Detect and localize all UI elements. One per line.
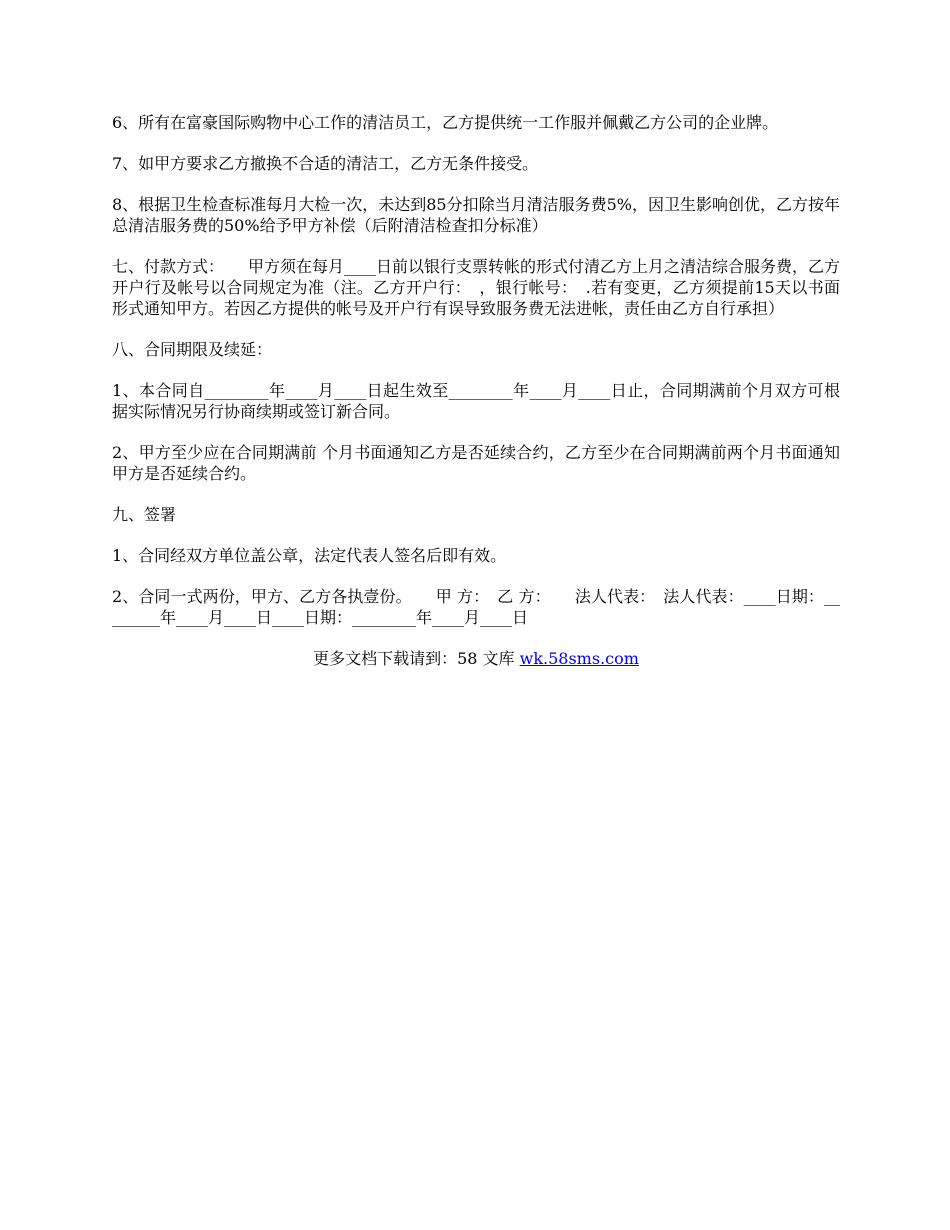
- download-footer: [112, 648, 840, 669]
- document-page: [112, 112, 840, 669]
- section-8-heading: 八、合同期限及续延：: [112, 340, 273, 359]
- footer-text: 更多文档下载请到：58 文库: [313, 649, 520, 668]
- clause-7-replacement: 7、如甲方要求乙方撤换不合适的清洁工，乙方无条件接受。: [112, 154, 539, 173]
- footer-link[interactable]: wk.58sms.com: [519, 649, 639, 668]
- clause-6-uniform: 6、所有在富豪国际购物中心工作的清洁员工，乙方提供统一工作服并佩戴乙方公司的企业牌。: [112, 113, 779, 132]
- section-9-heading: 九、签署: [112, 505, 177, 524]
- sign-clause-1: 1、合同经双方单位盖公章，法定代表人签名后即有效。: [112, 546, 507, 565]
- term-clause-1: 1、本合同自________年____月____日起生效至________年____月____日止，合同期满前个月双方可根据实际情况另行协商续期或签订新合同。: [112, 381, 840, 421]
- sign-clause-2: 2、合同一式两份，甲方、乙方各执壹份。 甲 方： 乙 方： 法人代表： 法人代表：____日期：________年____月____日____日期：________年____月____日: [112, 587, 840, 627]
- section-7-payment: 七、付款方式： 甲方须在每月____日前以银行支票转帐的形式付清乙方上月之清洁综合服务费，乙方开户行及帐号以合同规定为准（注。乙方开户行： ，银行帐号： .若有变更，乙方须提前15天以书面形式通知甲方。若因乙方提供的帐号及开户行有误导致服务费无法进帐，责任由乙方自行承担）: [112, 257, 841, 318]
- term-clause-2: 2、甲方至少应在合同期满前 个月书面通知乙方是否延续合约，乙方至少在合同期满前两个月书面通知甲方是否延续合约。: [112, 443, 840, 483]
- clause-8-inspection: 8、根据卫生检查标准每月大检一次，未达到85分扣除当月清洁服务费5%，因卫生影响创优，乙方按年总清洁服务费的50%给予甲方补偿（后附清洁检查扣分标准）: [112, 195, 840, 235]
